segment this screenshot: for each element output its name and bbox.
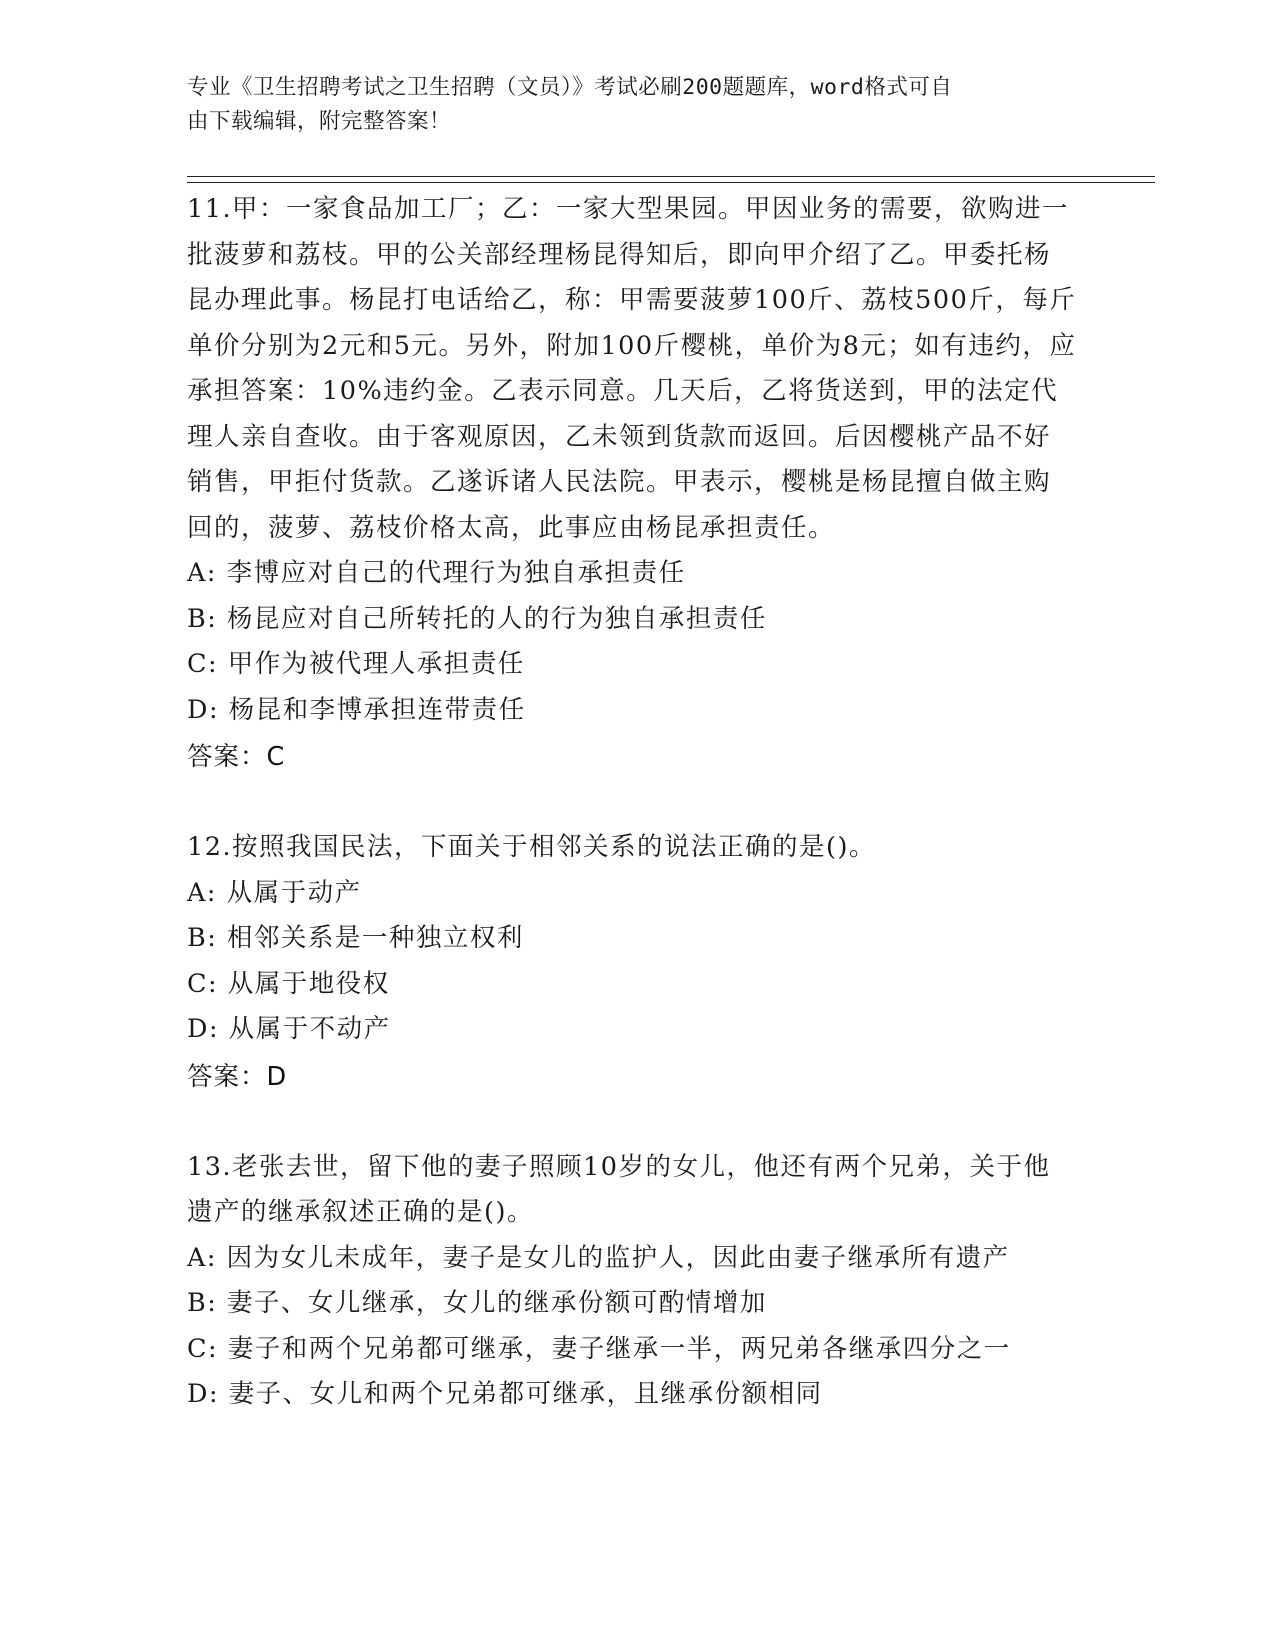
question-11 [187, 187, 1077, 781]
header-line-2: 由下载编辑，附完整答案！ [187, 109, 452, 134]
option-d: D: 妻子、女儿和两个兄弟都可继承，且继承份额相同 [187, 1379, 823, 1409]
question-text: 12.按照我国民法，下面关于相邻关系的说法正确的是()。 [187, 832, 876, 862]
option-a: A: 李博应对自己的代理行为独自承担责任 [187, 558, 686, 588]
question-list [187, 187, 1077, 1418]
question-text: 11.甲：一家食品加工厂；乙：一家大型果园。甲因业务的需要，欲购进一批菠萝和荔枝。甲的公关部经理杨昆得知后，即向甲介绍了乙。甲委托杨昆办理此事。杨昆打电话给乙，称：甲需要菠萝100斤、荔枝500斤，每斤单价分别为2元和5元。另外，附加100斤樱桃，单价为8元；如有违约，应承担答案：10%违约金。乙表示同意。几天后，乙将货送到，甲的法定代理人亲自查收。由于客观原因，乙未领到货款而返回。后因樱桃产品不好销售，甲拒付货款。乙遂诉诸人民法院。甲表示，樱桃是杨昆擅自做主购回的，菠萝、荔枝价格太高，此事应由杨昆承担责任。 [187, 194, 1077, 543]
option-b: B: 妻子、女儿继承，女儿的继承份额可酌情增加 [187, 1288, 767, 1318]
option-d: D: 从属于不动产 [187, 1014, 391, 1044]
option-c: C: 妻子和两个兄弟都可继承，妻子继承一半，两兄弟各继承四分之一 [187, 1333, 1011, 1364]
question-13 [187, 1145, 1077, 1418]
question-12 [187, 825, 1077, 1101]
option-b: B: 杨昆应对自己所转托的人的行为独自承担责任 [187, 603, 767, 634]
option-a: A: 从属于动产 [187, 877, 362, 908]
option-c: C: 从属于地役权 [187, 968, 390, 999]
answer-label: 答案：D [187, 1061, 288, 1092]
header-line-1: 专业《卫生招聘考试之卫生招聘（文员）》考试必刷200题题库，word格式可自 [187, 75, 953, 100]
spacer [187, 1101, 1077, 1145]
document-header [187, 71, 1067, 139]
option-a: A: 因为女儿未成年，妻子是女儿的监护人，因此由妻子继承所有遗产 [187, 1242, 1010, 1273]
header-divider-top [187, 176, 1155, 177]
option-c: C: 甲作为被代理人承担责任 [187, 649, 525, 679]
option-b: B: 相邻关系是一种独立权利 [187, 923, 524, 953]
spacer [187, 781, 1077, 825]
answer-label: 答案：C [187, 742, 286, 772]
option-d: D: 杨昆和李博承担连带责任 [187, 694, 526, 725]
question-text: 13.老张去世，留下他的妻子照顾10岁的女儿，他还有两个兄弟，关于他遗产的继承叙述正确的是()。 [187, 1151, 1051, 1227]
header-divider-bottom [187, 182, 1155, 183]
